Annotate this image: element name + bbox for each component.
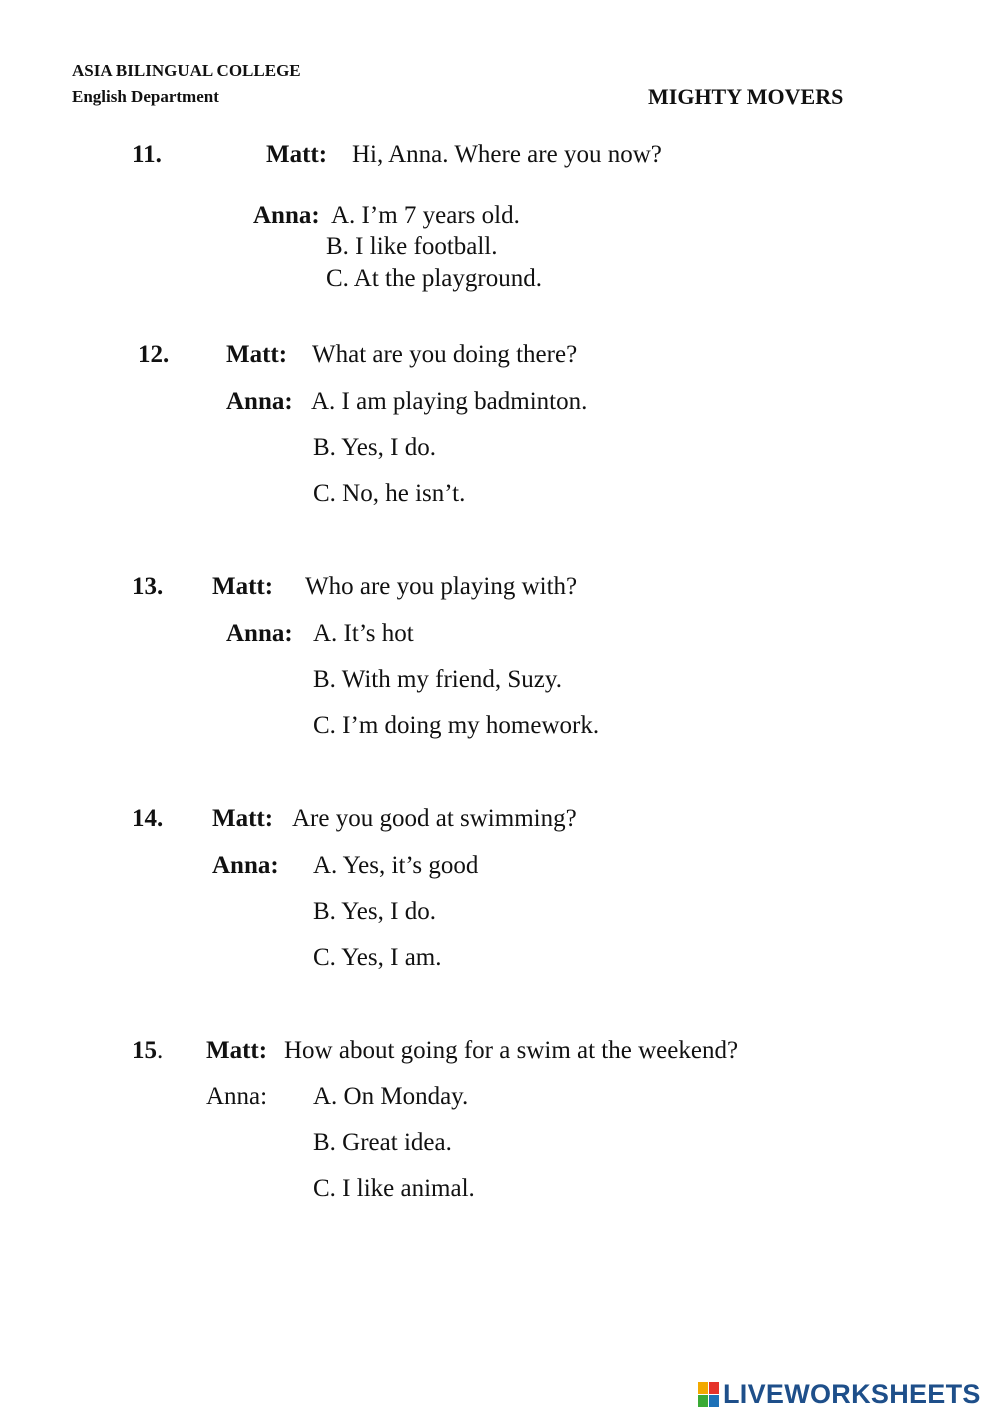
answer-option-b[interactable]: B. I like football. — [326, 233, 498, 260]
question-number: 13. — [132, 573, 164, 600]
answer-option-c[interactable]: C. I’m doing my homework. — [313, 712, 600, 739]
logo-block-icon — [698, 1382, 708, 1394]
question-number-value: 15 — [132, 1037, 157, 1064]
question-text: What are you doing there? — [312, 341, 578, 368]
answer-option-c[interactable]: C. At the playground. — [326, 265, 542, 292]
speaker-matt: Matt: — [212, 573, 274, 600]
answer-option-c[interactable]: C. No, he isn’t. — [313, 480, 466, 507]
liveworksheets-logo-icon — [698, 1382, 719, 1407]
answer-option-a[interactable]: A. I’m 7 years old. — [331, 202, 520, 229]
answer-option-b[interactable]: B. With my friend, Suzy. — [313, 666, 562, 693]
logo-text: LIVEWORKSHEETS — [723, 1378, 981, 1409]
speaker-anna: Anna: — [253, 202, 320, 229]
logo-block-icon — [709, 1382, 719, 1394]
speaker-anna: Anna: — [226, 388, 293, 415]
speaker-anna: Anna: — [226, 620, 293, 647]
speaker-matt: Matt: — [226, 341, 288, 368]
speaker-matt: Matt: — [266, 141, 328, 168]
liveworksheets-logo[interactable] — [698, 1378, 981, 1410]
question-number: 14. — [132, 805, 164, 832]
answer-option-b[interactable]: B. Great idea. — [313, 1129, 452, 1156]
answer-option-c[interactable]: C. Yes, I am. — [313, 944, 442, 971]
answer-option-b[interactable]: B. Yes, I do. — [313, 898, 436, 925]
speaker-matt: Matt: — [206, 1037, 268, 1064]
answer-option-a[interactable]: A. On Monday. — [313, 1083, 469, 1110]
speaker-anna: Anna: — [206, 1083, 268, 1110]
question-number: 12. — [138, 341, 170, 368]
department-name: English Department — [72, 87, 219, 106]
speaker-matt: Matt: — [212, 805, 274, 832]
question-text: Are you good at swimming? — [292, 805, 577, 832]
speaker-anna: Anna: — [212, 852, 279, 879]
logo-block-icon — [709, 1395, 719, 1407]
answer-option-a[interactable]: A. I am playing badminton. — [311, 388, 588, 415]
answer-option-b[interactable]: B. Yes, I do. — [313, 434, 436, 461]
question-number-suffix: . — [157, 1037, 164, 1064]
answer-option-a[interactable]: A. Yes, it’s good — [313, 852, 479, 879]
question-text: How about going for a swim at the weekend? — [284, 1037, 739, 1064]
question-number — [132, 1036, 163, 1066]
school-name: ASIA BILINGUAL COLLEGE — [72, 61, 301, 80]
logo-block-icon — [698, 1395, 708, 1407]
answer-option-c[interactable]: C. I like animal. — [313, 1175, 475, 1202]
level-title: MIGHTY MOVERS — [648, 84, 844, 109]
question-text: Hi, Anna. Where are you now? — [352, 141, 662, 168]
question-text: Who are you playing with? — [305, 573, 578, 600]
question-number: 11. — [132, 141, 162, 168]
answer-option-a[interactable]: A. It’s hot — [313, 620, 414, 647]
